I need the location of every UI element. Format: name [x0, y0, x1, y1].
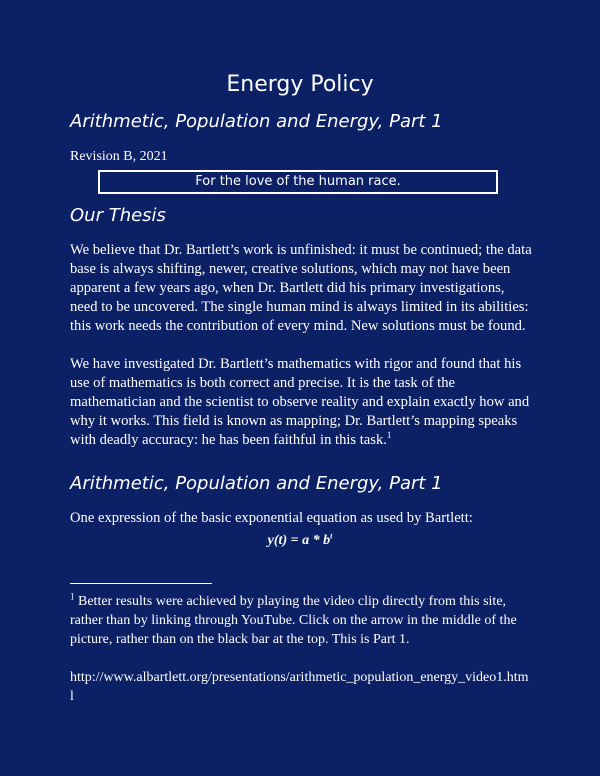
exponential-equation	[0, 532, 600, 550]
equation-base: y(t) = a * b	[267, 533, 331, 548]
footnote-divider	[70, 583, 212, 584]
thesis-paragraph-1: We believe that Dr. Bartlett’s work is unfinished: it must be continued; the data base is always shifting, newer, creative solutions, which may not have been apparent a few years ago, when Dr. Bartlett did his primary investigations, need to be uncovered. The single human mind is always limited in its abilities: this work needs the contribution of every mind. New solutions must be found.	[70, 242, 532, 334]
thesis-paragraph-2-text: We have investigated Dr. Bartlett’s mathematics with rigor and found that his use of mathematics is both correct and precise. It is the task of the mathematician and the scientist to observe reality and explain exactly how and why it works. This field is known as mapping; Dr. Bartlett’s mapping speaks with deadly accuracy: he has been faithful in this task.	[70, 356, 530, 448]
document-title: Energy Policy	[226, 72, 374, 97]
footnote-reference[interactable]: 1	[386, 430, 392, 441]
revision-label: Revision B, 2021	[70, 149, 168, 164]
equation-intro-paragraph: One expression of the basic exponential equation as used by Bartlett:	[70, 510, 473, 526]
thesis-paragraph-2	[70, 355, 532, 450]
section-heading-arithmetic: Arithmetic, Population and Energy, Part 1	[70, 473, 443, 494]
footnote-text	[70, 592, 532, 649]
motto-banner	[98, 170, 498, 194]
motto-banner-text: For the love of the human race.	[195, 174, 401, 189]
footnote-url-link[interactable]: http://www.albartlett.org/presentations/arithmetic_population_energy_video1.html	[70, 670, 529, 704]
document-subtitle: Arithmetic, Population and Energy, Part 1	[70, 111, 443, 132]
footnote-body: Better results were achieved by playing the video clip directly from this site, rather than by linking through YouTube. Click on the arrow in the middle of the picture, rather than on the black bar at the top. This is Part 1.	[70, 594, 517, 647]
footnote-number: 1	[70, 591, 75, 602]
section-heading-thesis: Our Thesis	[70, 205, 166, 226]
equation-exponent: t	[330, 531, 333, 541]
